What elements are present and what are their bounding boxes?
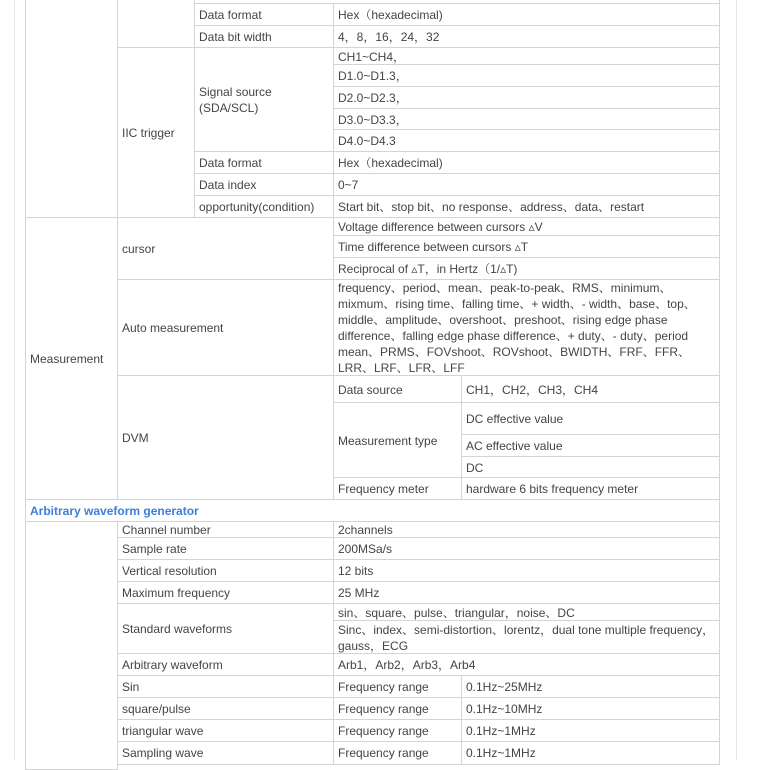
value-data-source (461, 375, 720, 404)
section-header-awg (25, 499, 720, 523)
value-data-index-text: 0~7 (338, 178, 359, 192)
value-arbitrary-waveform (333, 653, 720, 677)
value-frequency-range-text: 0.1Hz~25MHz (466, 680, 543, 694)
label-frequency-range-text: Frequency range (338, 680, 429, 694)
label-channel-number-text: Channel number (122, 523, 211, 537)
label-frequency-range (333, 741, 462, 765)
label-frequency-range (333, 719, 462, 743)
label-data-index-text: Data index (199, 178, 257, 192)
label-wave (117, 697, 334, 721)
label-wave (117, 719, 334, 743)
value-frequency-range-text: 0.1Hz~1MHz (466, 746, 536, 760)
label-frequency-meter-text: Frequency meter (338, 482, 429, 496)
spi-trigger-cell (117, 0, 195, 49)
value-measurement-type (461, 434, 720, 458)
value-standard-waveforms (333, 620, 720, 655)
label-frequency-range (333, 675, 462, 699)
value-cursor (333, 217, 720, 237)
value-measurement-type (461, 402, 720, 436)
label-frequency-range (333, 697, 462, 721)
value-measurement-type-text: DC effective value (466, 412, 564, 426)
value-signal-source (333, 129, 720, 153)
label-auto-measurement (117, 279, 334, 377)
value-frequency-range (461, 741, 720, 765)
label-wave-text: triangular wave (122, 724, 204, 738)
value-condition (333, 195, 720, 219)
value-standard-waveforms-text: Sinc、index、semi-distortion、lorentz，dual tone multiple frequency，gauss，ECG (338, 622, 715, 653)
label-frequency-meter (333, 477, 462, 501)
value-signal-source-text: D2.0~D2.3， (338, 91, 408, 105)
label-wave-text: Sin (122, 680, 140, 694)
label-dvm-text: DVM (122, 431, 149, 445)
label-standard-waveforms-text: Standard waveforms (122, 622, 233, 636)
value-auto-measurement (333, 279, 720, 377)
label-data-bit-width-text: Data bit width (199, 30, 272, 44)
value-data-format (333, 3, 720, 27)
value-sample-rate (333, 537, 720, 561)
label-frequency-range-text: Frequency range (338, 702, 429, 716)
label-measurement-text: Measurement (30, 352, 104, 366)
label-signal-source (194, 47, 334, 153)
value-auto-measurement-text: frequency、period、mean、peak-to-peak、RMS、minimum、mixmum、rising time、falling time、+ width、- width、base、top、middle、amplitude、overshoot、preshoot、rising edge phase difference、falling edge phase difference、+ duty、- duty、period mean、PRMS、FOVshoot、ROVshoot、BWIDTH、FRF、FFR、LRR、LRF、LFR、LFF (338, 281, 696, 375)
label-measurement (25, 217, 118, 501)
value-arbitrary-waveform-text: Arb1，Arb2，Arb3，Arb4 (338, 658, 476, 672)
label-dvm (117, 375, 334, 501)
label-condition (194, 195, 334, 219)
label-iic-trigger-text: IIC trigger (122, 126, 175, 140)
label-auto-measurement-text: Auto measurement (122, 321, 224, 335)
label-data-bit-width (194, 25, 334, 49)
label-data-source (333, 375, 462, 404)
value-measurement-type (461, 456, 720, 479)
label-sample-rate (117, 537, 334, 561)
label-max-frequency-text: Maximum frequency (122, 586, 231, 600)
value-frequency-range (461, 675, 720, 699)
label-arbitrary-waveform (117, 653, 334, 677)
value-measurement-type-text: DC (466, 460, 484, 475)
label-wave-text: square/pulse (122, 702, 191, 716)
value-signal-source-text: D3.0~D3.3， (338, 112, 408, 127)
value-cursor-text: Voltage difference between cursors ▵V (338, 220, 543, 234)
value-cursor-text: Time difference between cursors ▵T (338, 240, 529, 254)
value-frequency-meter-text: hardware 6 bits frequency meter (466, 482, 639, 496)
value-vertical-resolution-text: 12 bits (338, 564, 374, 578)
value-signal-source (333, 86, 720, 110)
label-cursor-text: cursor (122, 242, 156, 256)
value-frequency-range-text: 0.1Hz~1MHz (466, 724, 536, 738)
label-measurement-type (333, 402, 462, 479)
value-data-bit-width-text: 4，8，16，24，32 (338, 30, 440, 44)
value-sample-rate-text: 200MSa/s (338, 542, 393, 556)
value-signal-source-text: CH1~CH4， (338, 49, 406, 64)
value-cursor (333, 235, 720, 259)
label-wave (117, 741, 334, 765)
value-data-format (333, 151, 720, 175)
value-frequency-range (461, 719, 720, 743)
label-data-format (194, 3, 334, 27)
value-frequency-meter (461, 477, 720, 501)
label-vertical-resolution-text: Vertical resolution (122, 564, 217, 578)
value-data-index (333, 173, 720, 197)
label-iic-trigger (117, 47, 195, 219)
value-standard-waveforms-text: sin、square、pulse、triangular，noise、DC (338, 605, 575, 620)
awg-group-cell (25, 521, 118, 770)
label-standard-waveforms (117, 603, 334, 655)
value-max-frequency-text: 25 MHz (338, 586, 380, 600)
value-measurement-type-text: AC effective value (466, 439, 563, 453)
label-frequency-range-text: Frequency range (338, 724, 429, 738)
value-data-format-text: Hex（hexadecimal) (338, 156, 443, 170)
label-data-source-text: Data source (338, 382, 403, 397)
label-measurement-type-text: Measurement type (338, 433, 438, 448)
label-frequency-range-text: Frequency range (338, 746, 429, 760)
value-cursor (333, 257, 720, 281)
value-vertical-resolution (333, 559, 720, 583)
value-condition-text: Start bit、stop bit、no response、address、data、restart (338, 200, 645, 214)
value-data-source-text: CH1，CH2，CH3，CH4 (466, 382, 599, 397)
value-frequency-range-text: 0.1Hz~10MHz (466, 702, 543, 716)
value-data-format-text: Hex（hexadecimal) (338, 8, 443, 22)
label-data-index (194, 173, 334, 197)
value-signal-source (333, 108, 720, 131)
label-max-frequency (117, 581, 334, 605)
value-cursor-text: Reciprocal of ▵T，in Hertz（1/▵T) (338, 262, 518, 276)
value-max-frequency (333, 581, 720, 605)
section-header-awg-text: Arbitrary waveform generator (30, 504, 199, 518)
label-cursor (117, 217, 334, 281)
label-data-format-text: Data format (199, 156, 262, 170)
label-vertical-resolution (117, 559, 334, 583)
label-data-format-text: Data format (199, 8, 262, 22)
value-frequency-range (461, 697, 720, 721)
label-data-format (194, 151, 334, 175)
label-sample-rate-text: Sample rate (122, 542, 187, 556)
label-wave (117, 675, 334, 699)
spi-group-cell (25, 0, 118, 219)
value-signal-source-text: D1.0~D1.3， (338, 69, 408, 83)
label-condition-text: opportunity(condition) (199, 200, 315, 214)
value-data-bit-width (333, 25, 720, 49)
value-signal-source (333, 64, 720, 88)
label-signal-source-text: Signal source (SDA/SCL) (199, 85, 272, 115)
label-arbitrary-waveform-text: Arbitrary waveform (122, 658, 223, 672)
label-wave-text: Sampling wave (122, 746, 204, 760)
value-signal-source-text: D4.0~D4.3 (338, 134, 396, 148)
value-channel-number-text: 2channels (338, 523, 393, 537)
